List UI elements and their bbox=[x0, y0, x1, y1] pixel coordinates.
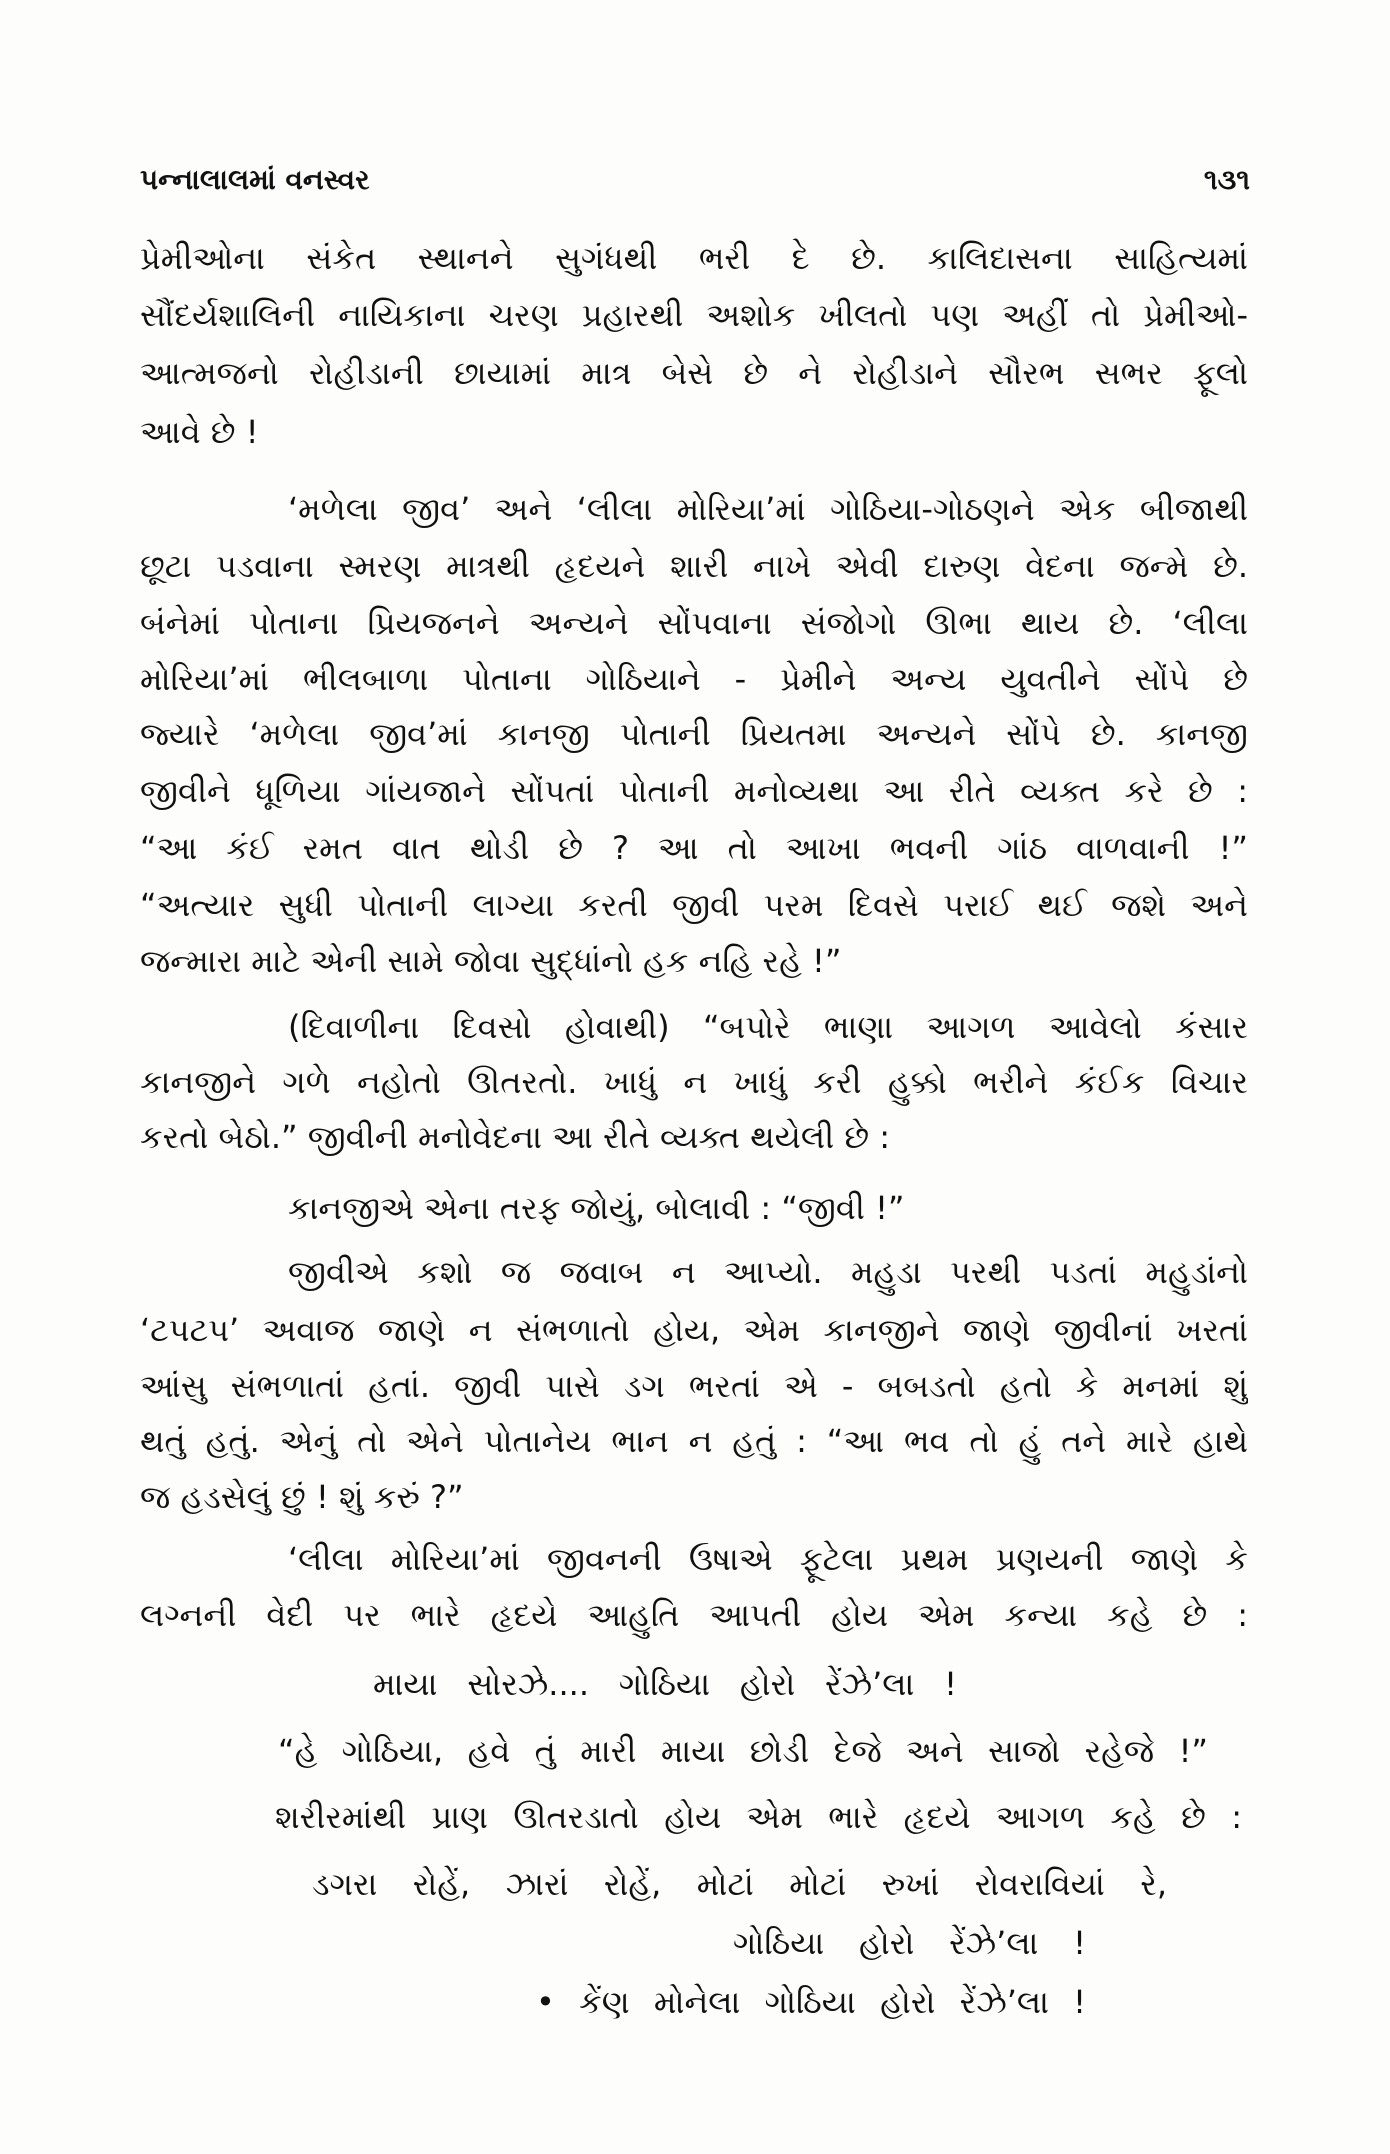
narration-line: શરીરમાંથી પ્રાણ ઊતરડાતો હોય એમ ભારે હૃદયે આગળ કહે છે : bbox=[275, 1798, 1242, 1836]
paragraph-1-line-2: સૌંદર્યશાલિની નાયિકાના ચરણ પ્રહારથી અશોક ખીલતો પણ અહીં તો પ્રેમીઓ- bbox=[140, 296, 1248, 334]
paragraph-5-line-2: લગ્નની વેદી પર ભારે હૃદયે આહુતિ આપતી હોય એમ કન્યા કહે છે : bbox=[140, 1596, 1248, 1634]
dialogue-line: કાનજીએ એના તરફ જોયું, બોલાવી : “જીવી !” bbox=[288, 1189, 905, 1227]
paragraph-4-line-2: ‘ટપટપ’ અવાજ જાણે ન સંભળાતો હોય, એમ કાનજીને જાણે જીવીનાં ખરતાં bbox=[140, 1311, 1248, 1349]
paragraph-2-line-8: “અત્યાર સુધી પોતાની લાગ્યા કરતી જીવી પરમ દિવસે પરાઈ થઈ જશે અને bbox=[140, 886, 1248, 924]
paragraph-2-line-2: છૂટા પડવાના સ્મરણ માત્રથી હૃદયને શારી નાખે એવી દારુણ વેદના જન્મે છે. bbox=[140, 547, 1248, 585]
paragraph-4-line-3: આંસુ સંભળાતાં હતાં. જીવી પાસે ડગ ભરતાં એ - બબડતો હતો કે મનમાં શું bbox=[140, 1367, 1248, 1405]
paragraph-2-line-3: બંનેમાં પોતાના પ્રિયજનને અન્યને સોંપવાના સંજોગો ઊભા થાય છે. ‘લીલા bbox=[140, 604, 1248, 642]
paragraph-2-line-4: મોરિયા’માં ભીલબાળા પોતાના ગોઠિયાને - પ્રેમીને અન્ય યુવતીને સોંપે છે bbox=[140, 660, 1248, 698]
paragraph-4-line-1: જીવીએ કશો જ જવાબ ન આપ્યો. મહુડા પરથી પડતાં મહુડાંનો bbox=[288, 1253, 1248, 1291]
paragraph-2-line-1: ‘મળેલા જીવ’ અને ‘લીલા મોરિયા’માં ગોઠિયા-ગોઠણને એક બીજાથી bbox=[288, 490, 1248, 528]
paragraph-5-line-1: ‘લીલા મોરિયા’માં જીવનની ઉષાએ ફૂટેલા પ્રથમ પ્રણયની જાણે કે bbox=[288, 1540, 1248, 1578]
paragraph-3-line-3: કરતો બેઠો.” જીવીની મનોવેદના આ રીતે વ્યક્ત થયેલી છે : bbox=[140, 1118, 891, 1156]
verse-1-line: માયા સોરઝે.... ગોઠિયા હોરો રેંઝે’લા ! bbox=[373, 1665, 957, 1703]
paragraph-4-line-5: જ હડસેલું છું ! શું કરું ?” bbox=[140, 1478, 464, 1516]
paragraph-1-line-1: પ્રેમીઓના સંકેત સ્થાનને સુગંધથી ભરી દે છે. કાલિદાસના સાહિત્યમાં bbox=[140, 239, 1248, 277]
paragraph-3-line-1: (દિવાળીના દિવસો હોવાથી) “બપોરે ભાણા આગળ આવેલો કંસાર bbox=[288, 1008, 1248, 1046]
paragraph-2-line-6: જીવીને ધૂળિયા ગાંયજાને સોંપતાં પોતાની મનોવ્યથા આ રીતે વ્યક્ત કરે છે : bbox=[140, 772, 1248, 810]
paragraph-4-line-4: થતું હતું. એનું તો એને પોતાનેય ભાન ન હતું : “આ ભવ તો હું તને મારે હાથે bbox=[140, 1422, 1248, 1460]
paragraph-1-line-4: આવે છે ! bbox=[140, 413, 259, 451]
paragraph-2-line-7: “આ કંઈ રમત વાત થોડી છે ? આ તો આખા ભવની ગાંઠ વાળવાની !” bbox=[140, 829, 1248, 867]
verse-2-line-2: ગોઠિયા હોરો રેંઝે’લા ! bbox=[733, 1924, 1086, 1962]
running-header-title: પન્નાલાલમાં વનસ્વર bbox=[140, 163, 370, 196]
paragraph-1-line-3: આત્મજનો રોહીડાની છાયામાં માત્ર બેસે છે ને રોહીડાને સૌરભ સભર ફૂલો bbox=[140, 354, 1248, 392]
verse-2-line-3: • કેંણ મોનેલા ગોઠિયા હોરો રેંઝે’લા ! bbox=[536, 1983, 1086, 2021]
page-number: ૧૩૧ bbox=[1203, 163, 1250, 196]
paragraph-3-line-2: કાનજીને ગળે નહોતો ઊતરતો. ખાધું ન ખાધું કરી હુક્કો ભરીને કંઈક વિચાર bbox=[140, 1063, 1248, 1101]
verse-translation-line: “હે ગોઠિયા, હવે તું મારી માયા છોડી દેજે અને સાજો રહેજે !” bbox=[278, 1732, 1208, 1770]
paragraph-2-line-5: જ્યારે ‘મળેલા જીવ’માં કાનજી પોતાની પ્રિયતમા અન્યને સોંપે છે. કાનજી bbox=[140, 715, 1248, 753]
paragraph-2-line-9: જન્મારા માટે એની સામે જોવા સુદ્ધાંનો હક નહિ રહે !” bbox=[140, 942, 842, 980]
verse-2-line-1: ડગરા રોહેં, ઝારાં રોહેં, મોટાં મોટાં રુખાં રોવરાવિયાં રે, bbox=[312, 1865, 1167, 1903]
